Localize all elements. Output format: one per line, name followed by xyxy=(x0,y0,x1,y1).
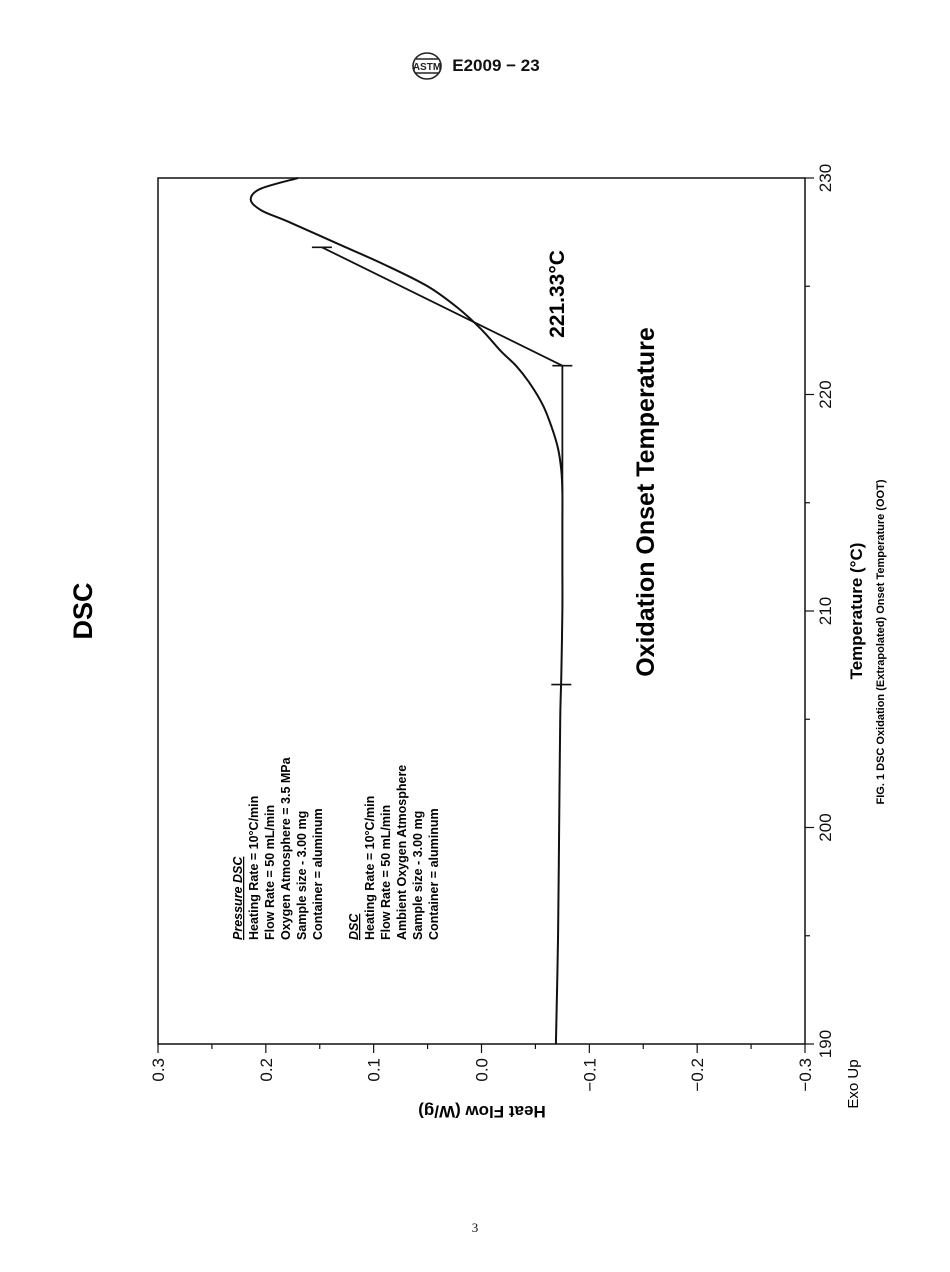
ambient-dsc-conditions xyxy=(347,765,441,940)
page-number: 3 xyxy=(471,1220,479,1235)
slope-tangent xyxy=(322,247,562,365)
dsc-heading: DSC xyxy=(347,913,361,940)
x-tick-label: 190 xyxy=(816,1029,835,1059)
figure-caption: FIG. 1 DSC Oxidation (Extrapolated) Onset Temperature (OOT) xyxy=(875,479,887,805)
x-tick-label: 230 xyxy=(816,163,835,193)
svg-text:ASTM: ASTM xyxy=(413,62,442,73)
dsc-line-3: Sample size - 3.00 mg xyxy=(411,810,425,940)
y-tick-label: 0.3 xyxy=(149,1058,168,1082)
pressure-line-3: Sample size - 3.00 mg xyxy=(295,810,309,940)
y-tick-label: 0.0 xyxy=(472,1058,492,1082)
y-axis-label: Heat Flow (W/g) xyxy=(418,1102,546,1121)
pressure-dsc-heading: Pressure DSC xyxy=(231,856,245,940)
dsc-line-4: Container = aluminum xyxy=(427,808,441,940)
onset-value-label: 221.33°C xyxy=(546,250,569,338)
y-tick-label: −0.3 xyxy=(796,1058,815,1092)
chart-title: DSC xyxy=(68,582,98,640)
x-tick-label: 200 xyxy=(816,813,835,842)
x-tick-label: 210 xyxy=(816,596,835,626)
pressure-dsc-conditions xyxy=(231,756,325,940)
dsc-line-2: Ambient Oxygen Atmosphere xyxy=(395,764,409,940)
dsc-line-0: Heating Rate = 10°C/min xyxy=(363,795,377,940)
pressure-line-2: Oxygen Atmosphere = 3.5 MPa xyxy=(279,757,293,940)
pressure-line-4: Container = aluminum xyxy=(311,808,325,940)
x-tick-label: 220 xyxy=(816,380,835,409)
exo-up-label: Exo Up xyxy=(845,1059,862,1109)
pressure-line-1: Flow Rate = 50 mL/min xyxy=(263,804,277,940)
y-tick-label: −0.2 xyxy=(688,1058,708,1092)
dsc-line-1: Flow Rate = 50 mL/min xyxy=(379,804,393,940)
x-axis-label: Temperature (°C) xyxy=(847,542,866,680)
y-tick-label: 0.2 xyxy=(256,1058,276,1082)
y-axis-ticks xyxy=(149,1044,815,1092)
onset-title-label: Oxidation Onset Temperature xyxy=(632,327,660,677)
y-tick-label: 0.1 xyxy=(364,1058,384,1082)
y-tick-label: −0.1 xyxy=(580,1058,600,1092)
x-axis-ticks xyxy=(805,164,835,1058)
pressure-line-0: Heating Rate = 10°C/min xyxy=(247,795,261,940)
document-code: E2009 − 23 xyxy=(452,56,540,75)
